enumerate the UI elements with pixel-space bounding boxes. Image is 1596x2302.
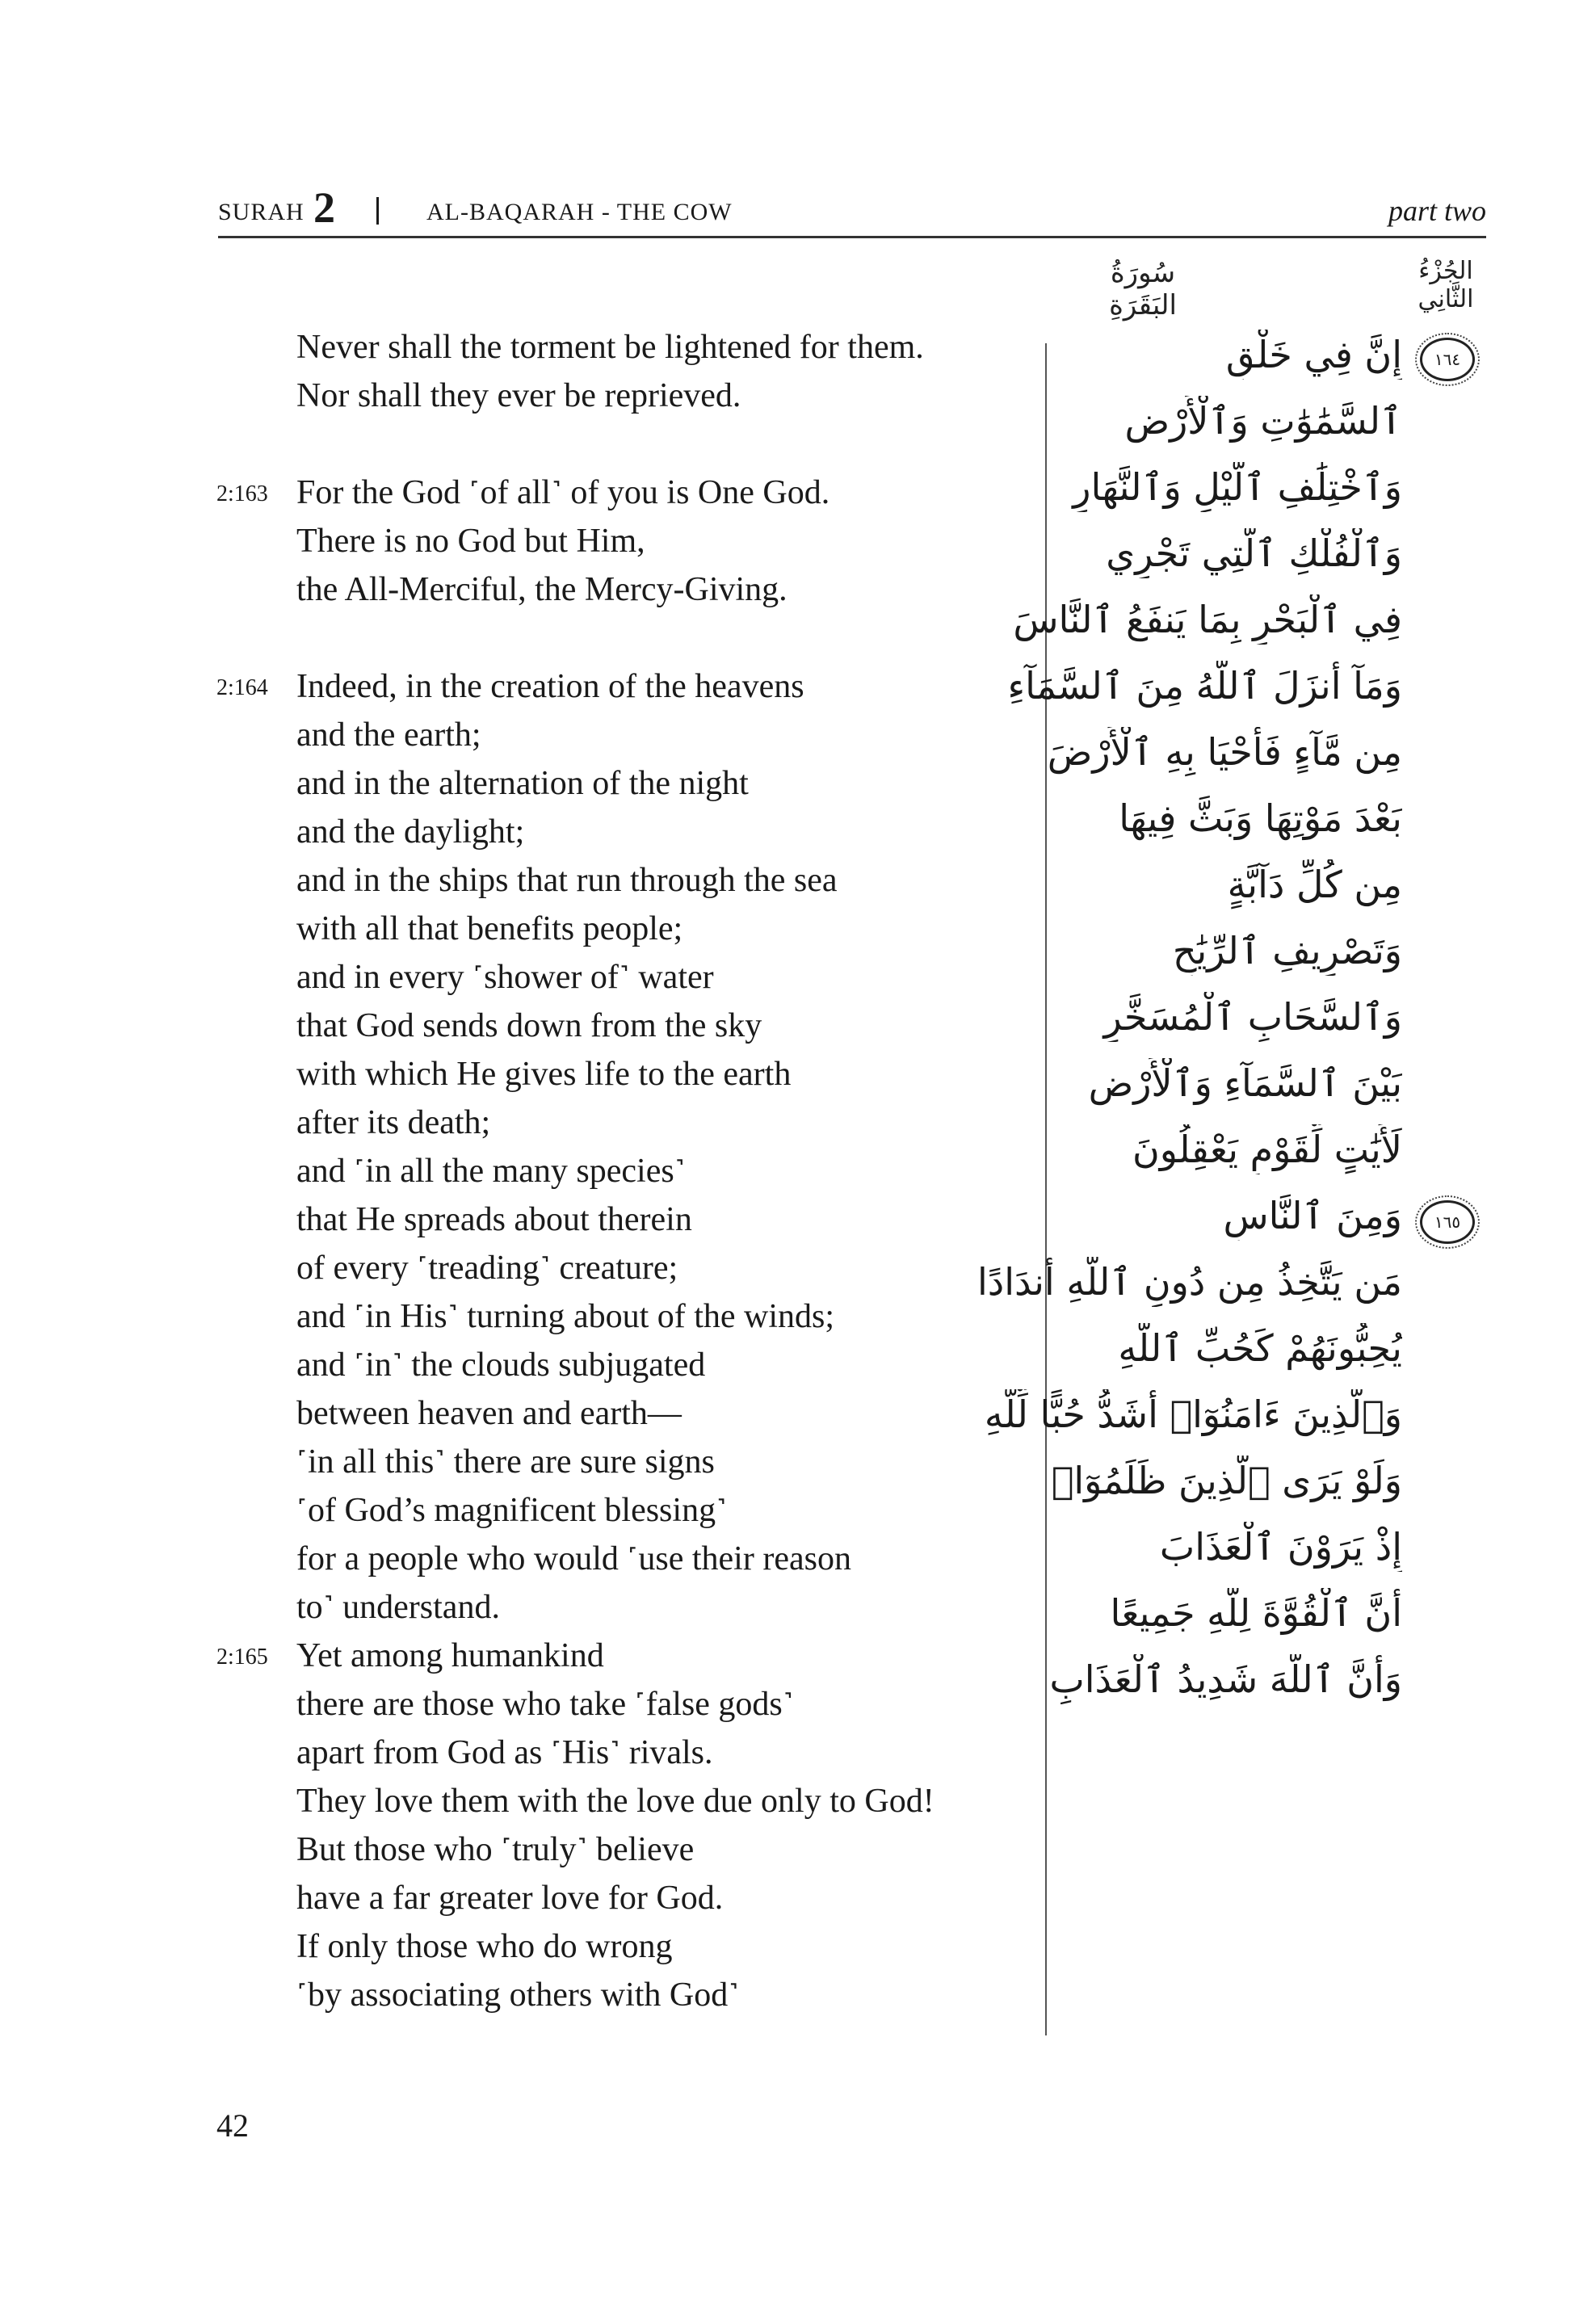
verse-ref: 2:165: [216, 1645, 268, 1670]
surah-title: AL-BAQARAH - THE COW: [426, 199, 733, 225]
arabic-line: وَلَوْ يَرَى ٱلَّذِينَ ظَلَمُوٓا۟: [1051, 1459, 1402, 1502]
translation-line: of every ˹treading˺ creature;: [296, 1250, 678, 1287]
translation-line: But those who ˹truly˺ believe: [296, 1831, 695, 1868]
translation-line: and ˹in His˺ turning about of the winds;: [296, 1298, 835, 1335]
translation-line: that God sends down from the sky: [296, 1007, 762, 1044]
arabic-line: بَيْنَ ٱلسَّمَآءِ وَٱلْأَرْضِ: [1088, 1061, 1402, 1105]
translation-line: for a people who would ˹use their reason: [296, 1540, 851, 1577]
translation-line: that He spreads about therein: [296, 1201, 692, 1238]
translation-line: and in the ships that run through the sea: [296, 862, 838, 899]
translation-line: with which He gives life to the earth: [296, 1056, 792, 1093]
translation-line: Yet among humankind: [296, 1637, 604, 1674]
verse-medallion-164: ١٦٤: [1420, 338, 1475, 381]
arabic-line: لَأَيَٰتٍ لِّقَوْمٍ يَعْقِلُونَ: [1132, 1128, 1402, 1171]
translation-line: the All-Merciful, the Mercy-Giving.: [296, 571, 788, 608]
translation-line: and in every ˹shower of˺ water: [296, 959, 714, 996]
arabic-line: وَتَصْرِيفِ ٱلرِّيَٰحِ: [1172, 929, 1402, 972]
translation-line: to˺ understand.: [296, 1589, 500, 1626]
translation-line: ˹by associating others with God˺: [296, 1976, 740, 2014]
arabic-line: وَٱلْفُلْكِ ٱلَّتِي تَجْرِي: [1106, 531, 1402, 575]
translation-line: Nor shall they ever be reprieved.: [296, 377, 741, 414]
translation-line: with all that benefits people;: [296, 910, 683, 947]
translation-line: Indeed, in the creation of the heavens: [296, 668, 804, 705]
arabic-line: فِي ٱلْبَحْرِ بِمَا يَنفَعُ ٱلنَّاسَ: [1013, 598, 1402, 641]
arabic-line: مَن يَتَّخِذُ مِن دُونِ ٱللَّهِ أَندَادًا: [976, 1260, 1402, 1304]
arabic-line: ٱلسَّمَٰوَٰتِ وَٱلْأَرْضِ: [1124, 399, 1402, 443]
arabic-line: إِذْ يَرَوْنَ ٱلْعَذَابَ: [1159, 1525, 1402, 1569]
translation-line: and ˹in˺ the clouds subjugated: [296, 1346, 706, 1384]
translation-line: ˹in all this˺ there are sure signs: [296, 1443, 715, 1481]
arabic-line: مِن مَّآءٍ فَأَحْيَا بِهِ ٱلْأَرْضَ: [1047, 730, 1402, 774]
translation-line: and ˹in all the many species˺: [296, 1153, 686, 1190]
translation-line: They love them with the love due only to God!: [296, 1783, 934, 1820]
translation-line: between heaven and earth—: [296, 1395, 682, 1432]
verse-medallion-165: ١٦٥: [1420, 1200, 1475, 1244]
translation-line: If only those who do wrong: [296, 1928, 673, 1965]
arabic-line: وَٱخْتِلَٰفِ ٱلَّيْلِ وَٱلنَّهَارِ: [1073, 465, 1402, 509]
translation-line: and the daylight;: [296, 813, 525, 851]
translation-line: there are those who take ˹false gods˺: [296, 1686, 794, 1723]
translation-line: have a far greater love for God.: [296, 1880, 724, 1917]
arabic-line: مِن كُلِّ دَآبَّةٍ: [1227, 863, 1402, 906]
arabic-line: وَأَنَّ ٱللَّهَ شَدِيدُ ٱلْعَذَابِ: [1049, 1657, 1402, 1701]
translation-line: For the God ˹of all˺ of you is One God.: [296, 474, 830, 511]
arabic-line: وَمَآ أَنزَلَ ٱللَّهُ مِنَ ٱلسَّمَآءِ: [1007, 664, 1402, 708]
arabic-line: يُحِبُّونَهُمْ كَحُبِّ ٱللَّهِ: [1118, 1326, 1402, 1370]
translation-line: and in the alternation of the night: [296, 765, 749, 802]
surah-number: 2: [313, 183, 335, 232]
translation-line: There is no God but Him,: [296, 523, 645, 560]
part-label: part two: [1388, 195, 1486, 227]
verse-ref: 2:164: [216, 675, 268, 700]
translation-line: ˹of God’s magnificent blessing˺: [296, 1492, 728, 1529]
translation-line: apart from God as ˹His˺ rivals.: [296, 1734, 713, 1771]
arabic-line: إِنَّ فِي خَلْقِ: [1225, 333, 1402, 376]
verse-ref: 2:163: [216, 481, 268, 506]
arabic-line: بَعْدَ مَوْتِهَا وَبَثَّ فِيهَا: [1119, 796, 1402, 840]
arabic-part-label: الجُزْءُ الثَّانِي: [1418, 257, 1474, 313]
translation-line: and the earth;: [296, 716, 481, 754]
arabic-line: وَٱلسَّحَابِ ٱلْمُسَخَّرِ: [1103, 995, 1402, 1039]
translation-line: Never shall the torment be lightened for them.: [296, 329, 924, 366]
arabic-line: وَمِنَ ٱلنَّاسِ: [1223, 1194, 1402, 1237]
arabic-line: أَنَّ ٱلْقُوَّةَ لِلَّهِ جَمِيعًا: [1110, 1591, 1402, 1635]
translation-line: after its death;: [296, 1104, 491, 1141]
surah-label: SURAH: [218, 199, 304, 225]
arabic-line: وَٱلَّذِينَ ءَامَنُوٓا۟ أَشَدُّ حُبًّا لِّلَّهِ: [984, 1393, 1402, 1436]
page-number: 42: [216, 2107, 249, 2144]
arabic-surah-label: سُورَةُ البَقَرَةِ: [1109, 257, 1177, 321]
